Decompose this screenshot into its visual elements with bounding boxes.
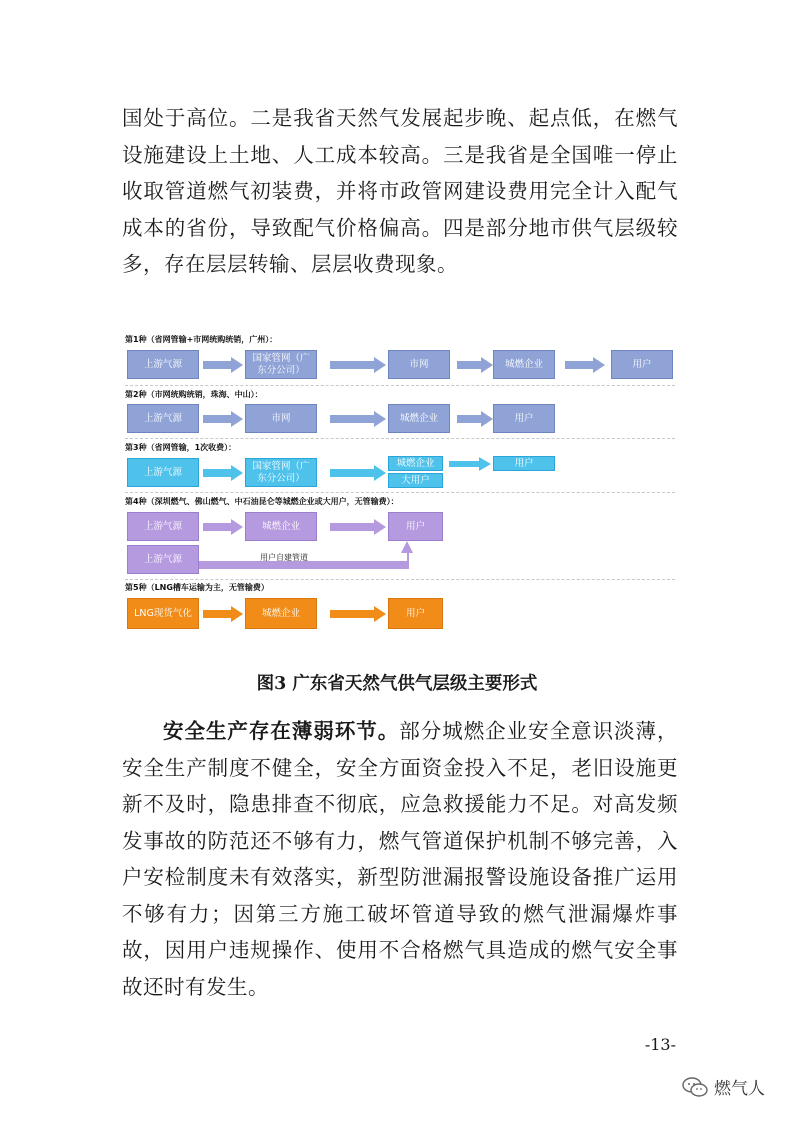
- row1-box-city-network: 市网: [388, 350, 450, 379]
- divider: [125, 579, 675, 580]
- arrow-icon: [330, 519, 386, 535]
- row3-box-big-user: 大用户: [388, 473, 443, 488]
- row3-label: 第3种（省网管输，1次收费）：: [125, 443, 237, 452]
- page-number: -13-: [644, 1035, 676, 1054]
- divider: [125, 438, 675, 439]
- arrow-icon: [203, 465, 243, 481]
- row4-box-user: 用户: [388, 512, 443, 541]
- arrow-icon: [330, 411, 386, 427]
- figure-caption: 图3 广东省天然气供气层级主要形式: [256, 674, 538, 694]
- row3-box-national-pipe: 国家管网（广东分公司）: [245, 458, 317, 487]
- arrow-icon: [203, 411, 243, 427]
- row1-box-national-pipe: 国家管网（广东分公司）: [245, 350, 317, 379]
- row5-box-city-gas: 城燃企业: [245, 598, 317, 629]
- row2-box-city-gas: 城燃企业: [388, 404, 450, 433]
- arrow-icon: [330, 357, 386, 373]
- arrow-icon: [565, 357, 605, 373]
- row1-label: 第1种（省网管输+市网统购统销，广州）：: [125, 335, 278, 344]
- arrow-icon: [203, 606, 243, 622]
- row2-box-city-network: 市网: [245, 404, 317, 433]
- paragraph-lead: 安全生产存在薄弱环节。: [163, 719, 400, 743]
- arrow-icon: [457, 411, 493, 427]
- row3-box-source: 上游气源: [127, 458, 199, 487]
- arrow-icon: [457, 357, 493, 373]
- arrow-icon: [330, 606, 386, 622]
- arrow-icon: [203, 519, 243, 535]
- divider: [125, 492, 675, 493]
- row2-box-user: 用户: [493, 404, 555, 433]
- row4-label: 第4种（深圳燃气、佛山燃气、中石油昆仑等城燃企业或大用户，无管输费）：: [125, 497, 399, 506]
- gas-supply-diagram: [125, 330, 675, 635]
- row3-box-city-gas: 城燃企业: [388, 456, 443, 471]
- paragraph-safety: [122, 713, 678, 1005]
- watermark: [682, 1074, 765, 1099]
- arrow-icon: [203, 357, 243, 373]
- row1-box-source: 上游气源: [127, 350, 199, 379]
- row4-box-city-gas: 城燃企业: [245, 512, 317, 541]
- row5-box-user: 用户: [388, 598, 443, 629]
- pipe-label: 用户自建管道: [260, 553, 308, 562]
- row4-box-source: 上游气源: [127, 512, 199, 541]
- divider: [125, 385, 675, 386]
- paragraph-continued: 国处于高位。二是我省天然气发展起步晚、起点低，在燃气设施建设上土地、人工成本较高。三是我省是全国唯一停止收取管道燃气初装费，并将市政管网建设费用完全计入配气成本的省份，导致配气价格偏高。四是部分地市供气层级较多，存在层层转输、层层收费现象。: [122, 106, 678, 276]
- row5-box-lng: LNG现货气化: [127, 598, 199, 629]
- row3-box-user: 用户: [493, 456, 555, 471]
- watermark-text: 燃气人: [714, 1079, 765, 1099]
- paragraph-body: 部分城燃企业安全意识淡薄，安全生产制度不健全，安全方面资金投入不足，老旧设施更新不及时，隐患排查不彻底，应急救援能力不足。对高发频发事故的防范还不够有力，燃气管道保护机制不够完善，入户安检制度未有效落实，新型防泄漏报警设施设备推广运用不够有力；因第三方施工破坏管道导致的燃气泄漏爆炸事故，因用户违规操作、使用不合格燃气具造成的燃气安全事故还时有发生。: [122, 719, 679, 999]
- row2-box-source: 上游气源: [127, 404, 199, 433]
- row1-box-user: 用户: [611, 350, 673, 379]
- wechat-icon: [682, 1077, 708, 1097]
- arrow-icon: [449, 457, 491, 471]
- row2-label: 第2种（市网统购统销，珠海、中山）：: [125, 390, 263, 399]
- arrow-icon: [330, 465, 386, 481]
- row1-box-city-gas: 城燃企业: [493, 350, 555, 379]
- row5-label: 第5种（LNG槽车运输为主，无管输费）: [125, 583, 269, 592]
- row4-box-source-2: 上游气源: [127, 545, 199, 574]
